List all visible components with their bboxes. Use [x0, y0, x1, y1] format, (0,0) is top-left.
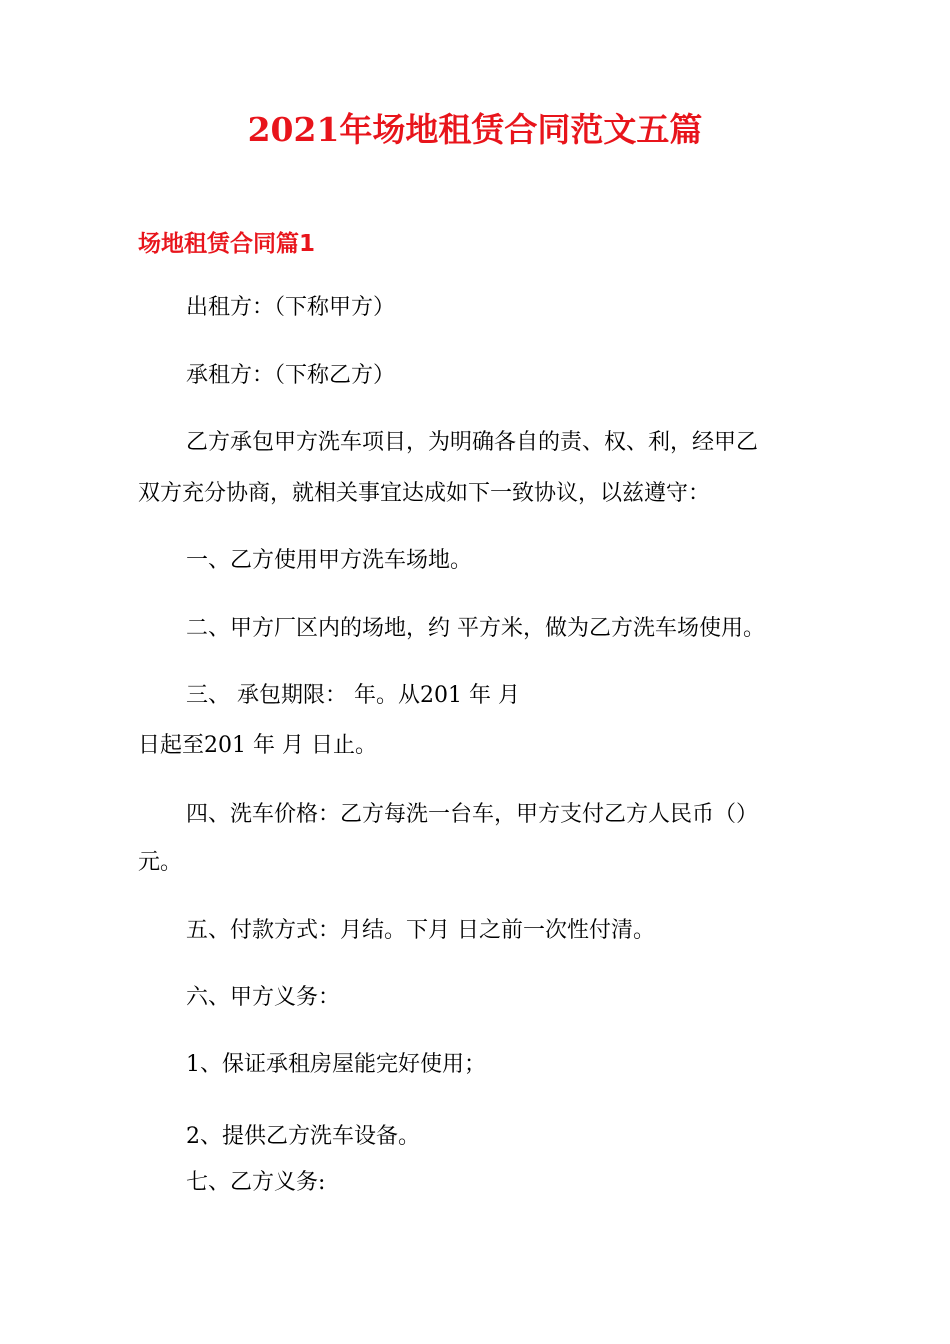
clause-3-line-1: 三、 承包期限： 年。从201 年 月	[186, 683, 520, 708]
lessor-line: 出租方：（下称甲方）	[186, 295, 396, 320]
section-heading: 场地租赁合同篇1	[138, 231, 316, 257]
document-title: 2021年场地租赁合同范文五篇	[247, 110, 703, 149]
clause-5: 五、付款方式：月结。下月 日之前一次性付清。	[186, 918, 655, 943]
clause-4-line-2: 元。	[138, 850, 183, 875]
lessee-line: 承租方：（下称乙方）	[186, 363, 396, 388]
clause-3-line-2: 日起至201 年 月 日止。	[138, 733, 377, 758]
clause-6-item-2: 2、提供乙方洗车设备。	[186, 1124, 420, 1149]
clause-1: 一、乙方使用甲方洗车场地。	[186, 548, 473, 573]
clause-4-line-1: 四、洗车价格：乙方每洗一台车，甲方支付乙方人民币（）	[186, 802, 759, 827]
clause-7: 七、乙方义务:	[186, 1170, 326, 1195]
preamble-line-1: 乙方承包甲方洗车项目，为明确各自的责、权、利，经甲乙	[186, 430, 759, 455]
clause-6: 六、甲方义务：	[186, 985, 341, 1010]
preamble-line-2: 双方充分协商，就相关事宜达成如下一致协议，以兹遵守：	[138, 481, 711, 506]
clause-6-item-1: 1、保证承租房屋能完好使用；	[186, 1052, 486, 1077]
clause-2: 二、甲方厂区内的场地，约 平方米，做为乙方洗车场使用。	[186, 616, 765, 641]
